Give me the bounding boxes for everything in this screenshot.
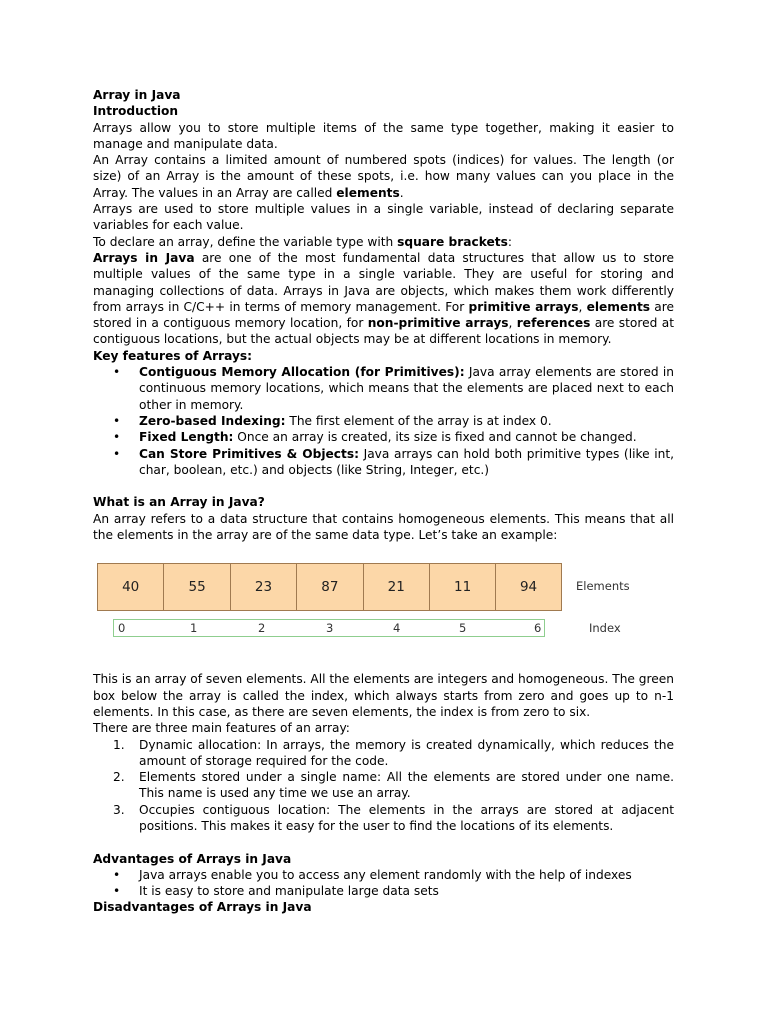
advantages-heading: Advantages of Arrays in Java bbox=[93, 851, 292, 866]
disadvantages-heading: Disadvantages of Arrays in Java bbox=[93, 900, 312, 915]
list-item: 1. Dynamic allocation: In arrays, the memory is created dynamically, which reduces the amount of storage required for the code. bbox=[113, 737, 674, 768]
array-figure bbox=[93, 559, 674, 671]
list-item: • Java arrays enable you to access any element randomly with the help of indexes bbox=[93, 867, 674, 883]
array-element: 21 bbox=[363, 563, 429, 611]
array-index: 4 bbox=[393, 621, 401, 636]
array-index: 1 bbox=[190, 621, 198, 636]
paragraph: An Array contains a limited amount of numbered spots (indices) for values. The length (or size) of an Array is the amount of these spots, i.e. how many values can you place in the Array. The values in an Array are called elements. bbox=[93, 153, 674, 200]
array-element: 55 bbox=[163, 563, 229, 611]
intro-heading: Introduction bbox=[93, 104, 179, 119]
list-item: • Contiguous Memory Allocation (for Primitives): Java array elements are stored in continuous memory locations, which means that the elements are placed next to each other in memory. bbox=[93, 364, 674, 413]
array-element: 40 bbox=[97, 563, 163, 611]
advantages-list bbox=[93, 867, 674, 900]
numbered-list bbox=[93, 737, 674, 835]
array-index: 6 bbox=[534, 621, 542, 636]
array-index: 3 bbox=[326, 621, 334, 636]
list-item: • It is easy to store and manipulate large data sets bbox=[93, 883, 674, 899]
array-element: 23 bbox=[230, 563, 296, 611]
what-heading: What is an Array in Java? bbox=[93, 495, 265, 510]
key-features-heading: Key features of Arrays: bbox=[93, 348, 253, 363]
index-label: Index bbox=[589, 621, 621, 636]
array-index: 5 bbox=[459, 621, 467, 636]
paragraph: To declare an array, define the variable type with square brackets: bbox=[93, 234, 512, 249]
paragraph: An array refers to a data structure that contains homogeneous elements. This means that all the elements in the array are of the same data type. Let’s take an example: bbox=[93, 511, 674, 543]
array-index: 2 bbox=[258, 621, 266, 636]
paragraph: Arrays are used to store multiple values in a single variable, instead of declaring separate variables for each value. bbox=[93, 202, 674, 233]
paragraph: Arrays in Java are one of the most fundamental data structures that allow us to store multiple values of the same type in a single variable. They are useful for storing and managing collections of data. Arrays in Java are objects, which makes them work differently from arrays in C/C++ in terms of memory management. For primitive arrays, elements are stored in a contiguous memory location, for non-primitive arrays, references are stored at contiguous locations, but the actual objects may be at different locations in memory. bbox=[93, 250, 674, 347]
array-element: 94 bbox=[495, 563, 561, 611]
list-item: 2. Elements stored under a single name: All the elements are stored under one name. This name is used any time we use an array. bbox=[113, 770, 674, 801]
paragraph: Arrays allow you to store multiple items of the same type together, making it easier to manage and manipulate data. bbox=[93, 120, 674, 151]
document-title: Array in Java bbox=[93, 88, 181, 102]
array-element: 11 bbox=[429, 563, 495, 611]
document-body bbox=[93, 87, 674, 916]
paragraph: This is an array of seven elements. All the elements are integers and homogeneous. The green box below the array is called the index, which always starts from zero and goes up to n-1 elements. In this case, as there are seven elements, the index is from zero to six. bbox=[93, 672, 674, 719]
list-item: 3. Occupies contiguous location: The elements in the arrays are stored at adjacent positions. This makes it easy for the user to find the locations of its elements. bbox=[113, 802, 674, 833]
list-item: • Can Store Primitives & Objects: Java arrays can hold both primitive types (like int, char, boolean, etc.) and objects (like String, Integer, etc.) bbox=[93, 446, 674, 479]
elements-row bbox=[97, 563, 562, 611]
list-item: • Zero-based Indexing: The first element of the array is at index 0. bbox=[93, 413, 674, 429]
elements-label: Elements bbox=[576, 579, 630, 594]
array-element: 87 bbox=[296, 563, 362, 611]
features-list bbox=[93, 364, 674, 478]
list-item: • Fixed Length: Once an array is created, its size is fixed and cannot be changed. bbox=[93, 429, 674, 445]
paragraph: There are three main features of an array: bbox=[93, 721, 350, 736]
array-index: 0 bbox=[118, 621, 126, 636]
